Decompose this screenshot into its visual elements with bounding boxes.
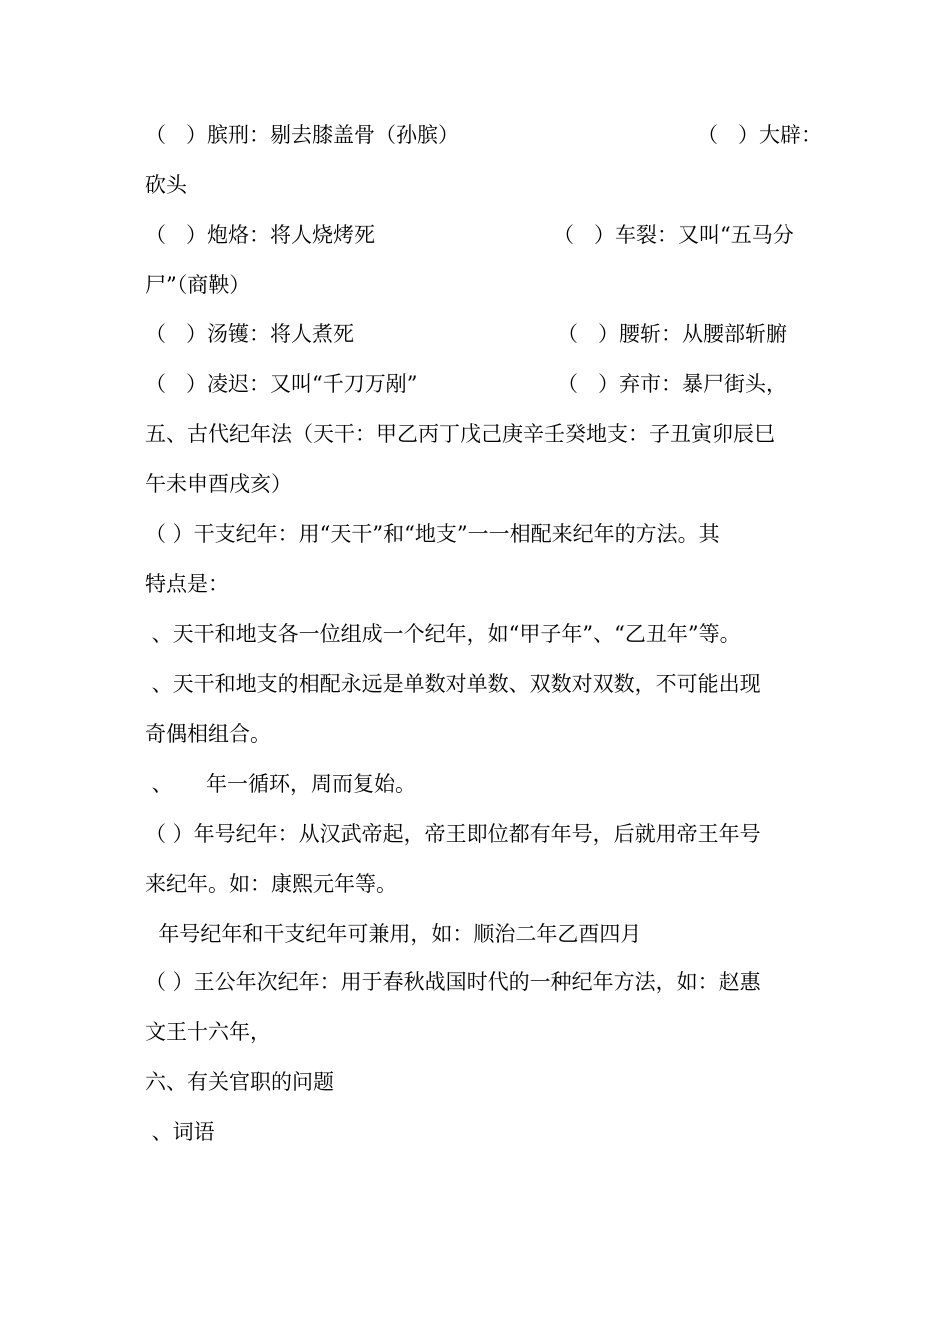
- ganzhi-paragraph: （ ）干支纪年：用“天干”和“地支”一一相配来纪年的方法。其: [145, 522, 720, 546]
- section6-heading: 六、有关官职的问题: [145, 1070, 334, 1094]
- ganzhi-paragraph-cont: 特点是：: [145, 572, 229, 596]
- punishment-yaozhan: （ ）腰斩：从腰部斩腑: [557, 322, 788, 346]
- punishment-paoluo: （ ）炮烙：将人烧烤死: [145, 223, 376, 247]
- punishment-dapi-cont: 砍头: [145, 173, 187, 197]
- punishment-binxing: （ ）膑刑：剔去膝盖骨（孙膑）: [145, 123, 460, 147]
- punishment-lingchi: （ ）凌迟：又叫“千刀万剐”: [145, 372, 418, 396]
- punishment-chelie-cont: 尸”（商鞅）: [145, 273, 251, 297]
- ganzhi-point-3: 、 年一循环，周而复始。: [145, 772, 417, 796]
- wanggong-paragraph: （ ）王公年次纪年：用于春秋战国时代的一种纪年方法，如：赵惠: [145, 970, 761, 994]
- section6-sub1: 、词语: [145, 1120, 215, 1144]
- nianhao-paragraph: （ ）年号纪年：从汉武帝起，帝王即位都有年号，后就用帝王年号: [145, 822, 761, 846]
- combined-note: 年号纪年和干支纪年可兼用，如：顺治二年乙酉四月: [145, 922, 642, 946]
- punishment-tanghuo: （ ）汤镬：将人煮死: [145, 322, 355, 346]
- ganzhi-point-2: 、天干和地支的相配永远是单数对单数、双数对双数，不可能出现: [145, 672, 761, 696]
- section5-heading: 五、古代纪年法（天干：甲乙丙丁戊己庚辛壬癸地支：子丑寅卯辰巳: [145, 422, 775, 446]
- punishment-dapi: （ ）大辟：: [697, 123, 823, 147]
- ganzhi-point-2-cont: 奇偶相组合。: [145, 722, 271, 746]
- punishment-chelie: （ ）车裂：又叫“五马分: [553, 223, 794, 247]
- wanggong-paragraph-cont: 文王十六年，: [145, 1020, 271, 1044]
- section5-heading-cont: 午未申酉戌亥）: [145, 472, 292, 496]
- ganzhi-point-1: 、天干和地支各一位组成一个纪年，如“甲子年”、“乙丑年”等。: [145, 622, 741, 646]
- punishment-qishi: （ ）弃市：暴尸街头，: [557, 372, 788, 396]
- nianhao-paragraph-cont: 来纪年。如：康熙元年等。: [145, 872, 397, 896]
